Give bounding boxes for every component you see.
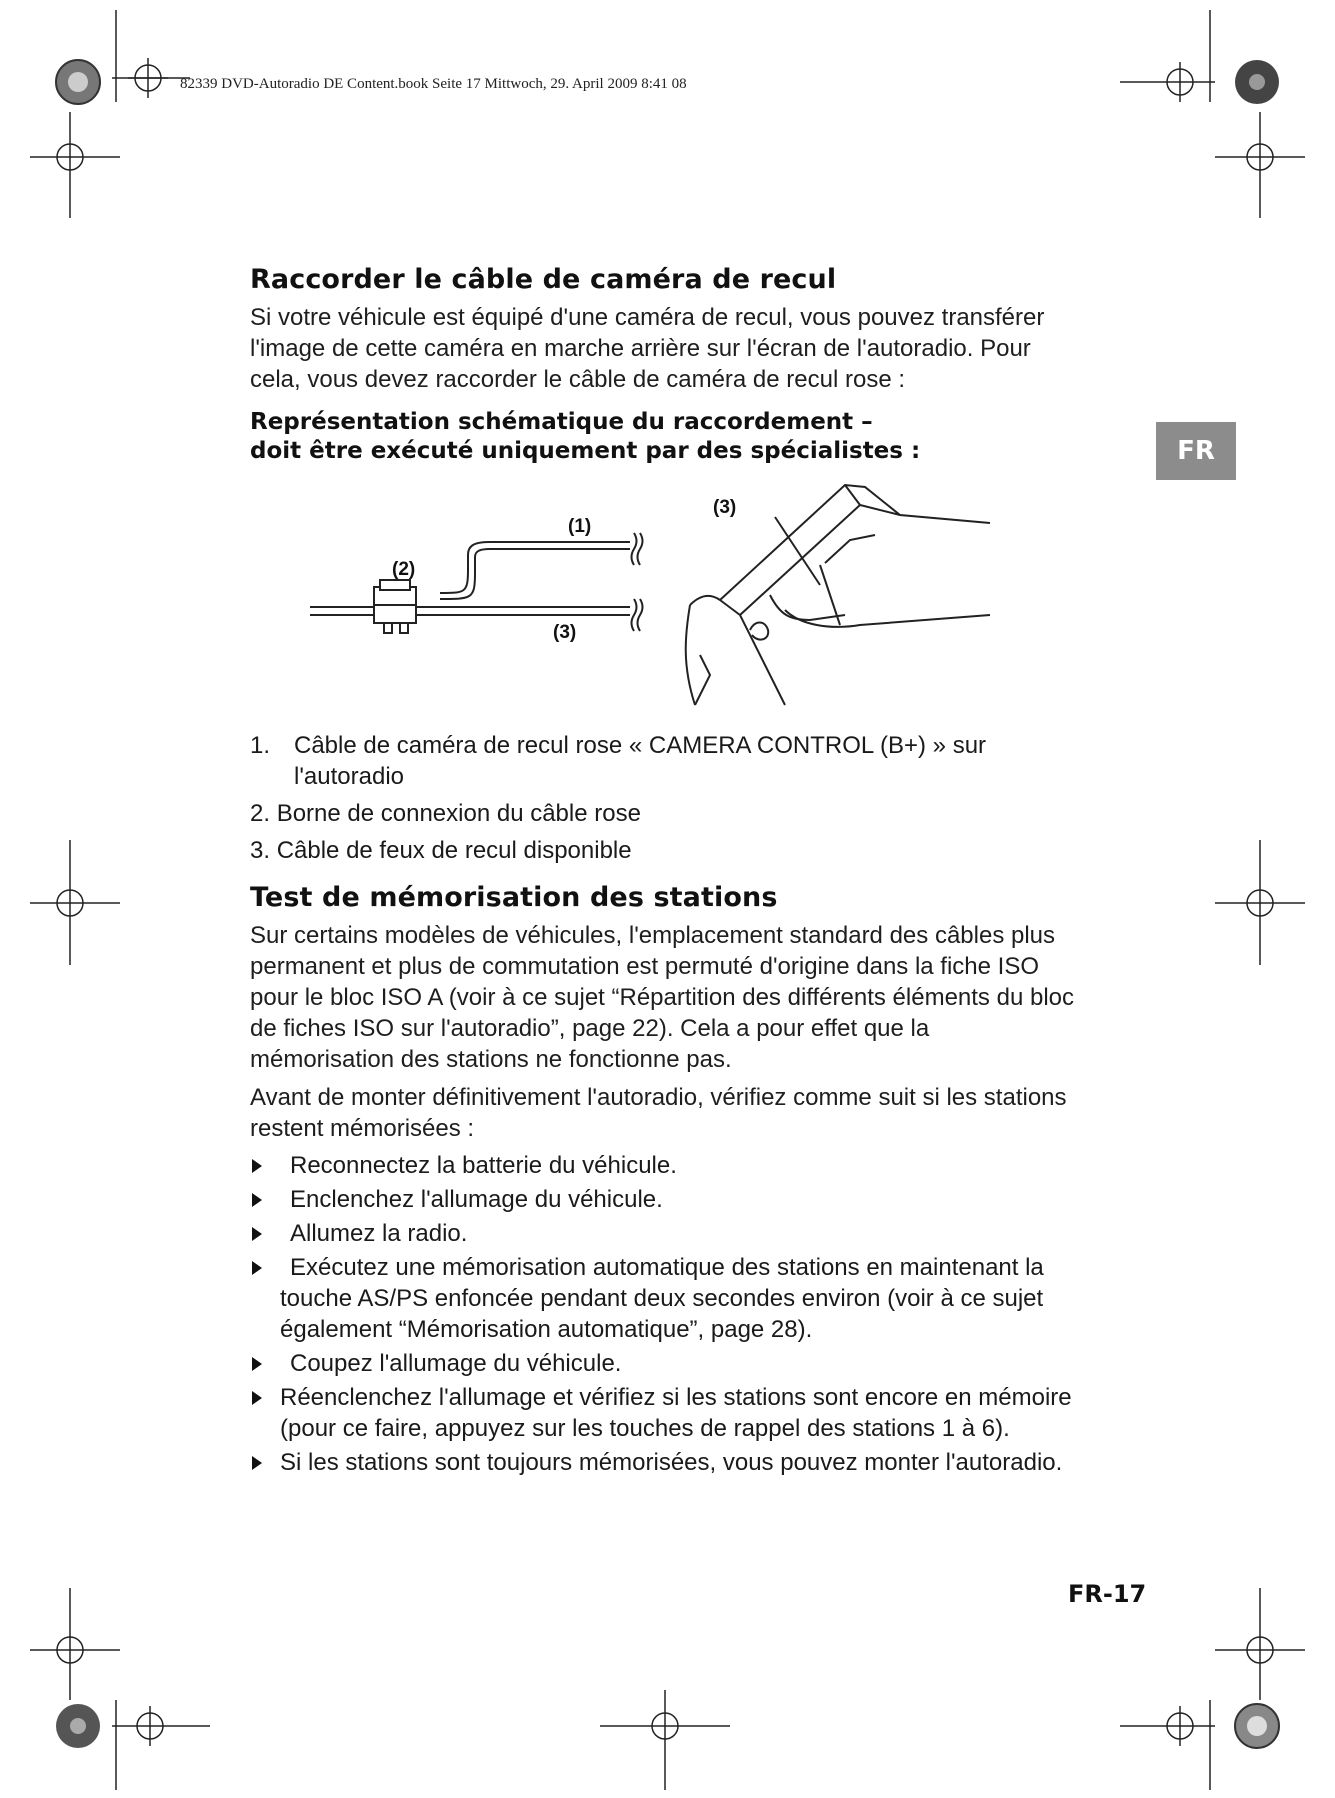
crosshair-icon — [30, 840, 120, 965]
list-item — [250, 1348, 1150, 1379]
legend-number: 1. — [250, 732, 271, 759]
text-line: Si les stations sont toujours mémorisées, vous pouvez monter l'autoradio. — [280, 1449, 1063, 1476]
text-line: Borne de connexion du câble rose — [276, 800, 641, 827]
triangle-bullet-icon — [252, 1227, 262, 1241]
section-title: Test de mémorisation des stations — [250, 882, 778, 913]
text-line: doit être exécuté uniquement par des spécialistes : — [250, 438, 921, 464]
starburst-target-icon — [1235, 1704, 1279, 1748]
text-line: Exécutez une mémorisation automatique des stations en maintenant la — [290, 1254, 1044, 1281]
paragraph — [250, 920, 1150, 1075]
paragraph — [250, 1082, 1150, 1144]
text-line: Réenclenchez l'allumage et vérifiez si les stations sont encore en mémoire — [280, 1384, 1072, 1411]
text-line: Câble de feux de recul disponible — [276, 837, 632, 864]
text-line: pour le bloc ISO A (voir à ce sujet “Répartition des différents éléments du bloc — [250, 984, 1074, 1011]
tailgate-outline — [720, 485, 990, 600]
figure-label-3: (3) — [713, 497, 737, 518]
legend-item — [250, 730, 1150, 792]
legend-item — [250, 835, 1150, 866]
starburst-target-icon — [56, 1704, 100, 1748]
figure-subheading — [250, 408, 1150, 466]
steps-list — [250, 1150, 1150, 1478]
crosshair-icon — [1215, 1588, 1305, 1700]
text-line: (pour ce faire, appuyez sur les touches de rappel des stations 1 à 6). — [280, 1415, 1010, 1442]
figure-label-3: (3) — [553, 622, 577, 643]
legend-number: 3. — [250, 837, 271, 864]
crosshair-icon — [30, 112, 120, 218]
intro-paragraph — [250, 302, 1150, 395]
text-line: cela, vous devez raccorder le câble de caméra de recul rose : — [250, 366, 905, 393]
text-line: Coupez l'allumage du véhicule. — [290, 1350, 622, 1377]
figure-label-1: (1) — [568, 516, 592, 537]
text-line: Allumez la radio. — [290, 1220, 468, 1247]
list-item — [250, 1382, 1150, 1444]
section-title: Raccorder le câble de caméra de recul — [250, 264, 837, 295]
starburst-target-icon — [56, 60, 100, 104]
legend-number: 2. — [250, 800, 271, 827]
text-line: l'autoradio — [294, 763, 404, 790]
text-line: Câble de caméra de recul rose « CAMERA CONTROL (B+) » sur — [294, 732, 987, 759]
crosshair-icon — [112, 10, 190, 102]
language-tab: FR — [1156, 422, 1236, 480]
text-line: Sur certains modèles de véhicules, l'emplacement standard des câbles plus — [250, 922, 1056, 949]
text-line: restent mémorisées : — [250, 1115, 475, 1142]
starburst-target-icon — [1235, 60, 1279, 104]
crosshair-icon — [1215, 840, 1305, 965]
text-line: Reconnectez la batterie du véhicule. — [290, 1152, 677, 1179]
text-line: de fiches ISO sur l'autoradio”, page 22). Cela a pour effet que la — [250, 1015, 930, 1042]
text-line: Avant de monter définitivement l'autoradio, vérifiez comme suit si les stations — [250, 1084, 1067, 1111]
list-item — [250, 1218, 1150, 1249]
wiring-diagram — [300, 475, 1000, 710]
section-station-memory — [250, 882, 1150, 913]
crosshair-icon — [1120, 10, 1215, 102]
text-line: l'image de cette caméra en marche arrière sur l'écran de l'autoradio. Pour — [250, 335, 1031, 362]
list-item — [250, 1252, 1150, 1345]
triangle-bullet-icon — [252, 1391, 262, 1405]
text-line: Représentation schématique du raccordement – — [250, 409, 873, 435]
camera-cable-path — [820, 565, 840, 625]
text-line: mémorisation des stations ne fonctionne pas. — [250, 1046, 732, 1073]
figure-legend — [250, 730, 1150, 866]
text-line: également “Mémorisation automatique”, page 28). — [280, 1316, 813, 1343]
triangle-bullet-icon — [252, 1261, 262, 1275]
figure-label-2: (2) — [392, 559, 416, 580]
text-line: touche AS/PS enfoncée pendant deux secondes environ (voir à ce sujet — [280, 1285, 1044, 1312]
crosshair-icon — [1215, 112, 1305, 218]
print-slug: 82339 DVD-Autoradio DE Content.book Seite 17 Mittwoch, 29. April 2009 8:41 08 — [180, 76, 687, 92]
text-line: Si votre véhicule est équipé d'une caméra de recul, vous pouvez transférer — [250, 304, 1045, 331]
triangle-bullet-icon — [252, 1456, 262, 1470]
section-camera-cable — [250, 264, 1150, 295]
crosshair-icon — [112, 1700, 210, 1790]
list-item — [250, 1184, 1150, 1215]
list-item — [250, 1447, 1150, 1478]
list-item — [250, 1150, 1150, 1181]
triangle-bullet-icon — [252, 1193, 262, 1207]
text-line: permanent et plus de commutation est permuté d'origine dans la fiche ISO — [250, 953, 1040, 980]
triangle-bullet-icon — [252, 1159, 262, 1173]
crosshair-icon — [30, 1588, 120, 1700]
crosshair-icon — [600, 1690, 730, 1790]
triangle-bullet-icon — [252, 1357, 262, 1371]
text-line: Enclenchez l'allumage du véhicule. — [290, 1186, 663, 1213]
page-number: FR-17 — [1068, 1580, 1147, 1608]
crosshair-icon — [1120, 1700, 1215, 1790]
legend-item — [250, 798, 1150, 829]
